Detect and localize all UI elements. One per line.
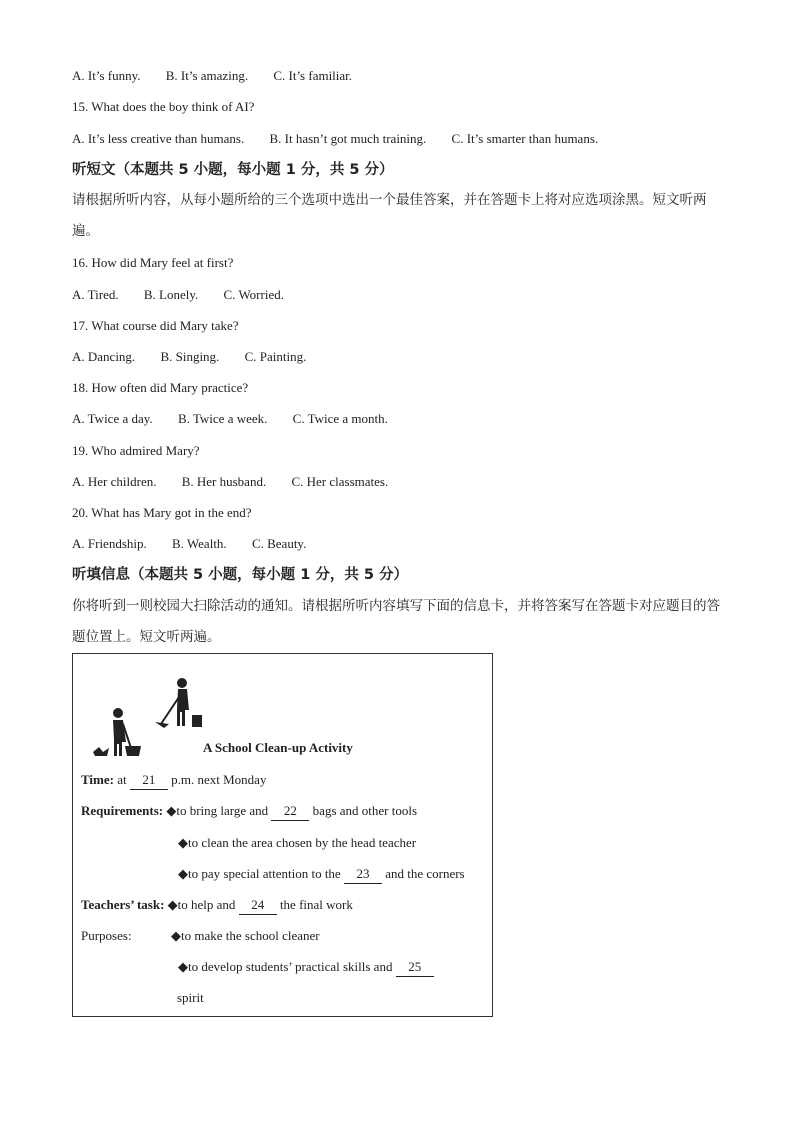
option[interactable]: C. Worried.	[223, 287, 284, 302]
blank-23[interactable]: 23	[344, 865, 382, 884]
blank-24[interactable]: 24	[239, 896, 277, 915]
question-text: 17. What course did Mary take?	[72, 318, 239, 333]
option[interactable]: B. Her husband.	[181, 474, 267, 489]
option[interactable]: B. Wealth.	[172, 536, 227, 551]
q15-options	[72, 130, 620, 148]
card-title: A School Clean-up Activity	[203, 740, 353, 755]
blank-22[interactable]: 22	[271, 802, 309, 821]
question-options	[72, 348, 328, 366]
section-heading: 听短文（本题共 5 小题，每小题 1 分，共 5 分）	[72, 162, 394, 178]
question-options	[72, 410, 410, 428]
question-text: 15. What does the boy think of AI?	[72, 99, 255, 114]
question-text: 16. How did Mary feel at first?	[72, 255, 234, 270]
requirements-label: Requirements:	[81, 803, 164, 818]
cleaning-people-illustration	[81, 664, 216, 756]
purpose-row-2	[178, 958, 434, 977]
teach-post-text: the final work	[279, 897, 353, 912]
section-instructions: 你将听到一则校园大扫除活动的通知。请根据所听内容填写下面的信息卡，并将答案写在答题卡对应题目的答题位置上。短文听两遍。	[72, 598, 720, 645]
question-options	[72, 286, 306, 304]
purpose2-pre-text: ◆to develop students’ practical skills and	[178, 959, 393, 974]
question-text: 19. Who admired Mary?	[72, 443, 200, 458]
time-post-text: p.m. next Monday	[171, 772, 267, 787]
time-label: Time:	[81, 772, 114, 787]
req3-pre-text: ◆to pay special attention to the	[178, 866, 341, 881]
time-row	[81, 771, 266, 790]
option[interactable]: A. It’s less creative than humans.	[72, 131, 245, 146]
req3-post-text: and the corners	[385, 866, 465, 881]
option[interactable]: A. It’s funny.	[72, 68, 141, 83]
blank-21[interactable]: 21	[130, 771, 168, 790]
option[interactable]: B. Lonely.	[143, 287, 199, 302]
option[interactable]: A. Friendship.	[72, 536, 147, 551]
q14-options	[72, 67, 374, 85]
teachers-task-row	[81, 896, 353, 915]
purpose2-post-text: spirit	[177, 990, 204, 1005]
option[interactable]: C. Beauty.	[251, 536, 307, 551]
question-options	[72, 535, 328, 553]
option[interactable]: C. It’s familiar.	[273, 68, 353, 83]
purposes-label: Purposes:	[81, 928, 132, 943]
teachers-task-label: Teachers’ task:	[81, 897, 165, 912]
time-pre-text: at	[117, 772, 127, 787]
option[interactable]: B. It hasn’t got much training.	[269, 131, 427, 146]
option[interactable]: B. Twice a week.	[177, 411, 268, 426]
option[interactable]: C. Twice a month.	[292, 411, 388, 426]
option[interactable]: C. Painting.	[244, 349, 307, 364]
purpose-row-1: ◆to make the school cleaner	[171, 928, 320, 943]
option[interactable]: B. Singing.	[160, 349, 220, 364]
option[interactable]: A. Tired.	[72, 287, 119, 302]
info-card	[72, 653, 493, 1017]
requirements-row-2: ◆to clean the area chosen by the head teacher	[178, 835, 417, 850]
question-text: 18. How often did Mary practice?	[72, 380, 249, 395]
option[interactable]: A. Twice a day.	[72, 411, 153, 426]
blank-25[interactable]: 25	[396, 958, 434, 977]
req1-post-text: bags and other tools	[312, 803, 418, 818]
option[interactable]: C. Her classmates.	[291, 474, 389, 489]
question-text: 20. What has Mary got in the end?	[72, 505, 252, 520]
req1-pre-text: ◆to bring large and	[166, 803, 269, 818]
section-heading: 听填信息（本题共 5 小题，每小题 1 分，共 5 分）	[72, 567, 409, 583]
section-instructions: 请根据所听内容，从每小题所给的三个选项中选出一个最佳答案，并在答题卡上将对应选项涂黑。短文听两遍。	[72, 192, 707, 239]
teach-pre-text: ◆to help and	[167, 897, 236, 912]
option[interactable]: A. Dancing.	[72, 349, 136, 364]
question-options	[72, 473, 410, 491]
requirements-row-3	[178, 865, 465, 884]
option[interactable]: C. It’s smarter than humans.	[451, 131, 599, 146]
option[interactable]: A. Her children.	[72, 474, 157, 489]
requirements-row-1	[81, 802, 417, 821]
option[interactable]: B. It’s amazing.	[165, 68, 249, 83]
